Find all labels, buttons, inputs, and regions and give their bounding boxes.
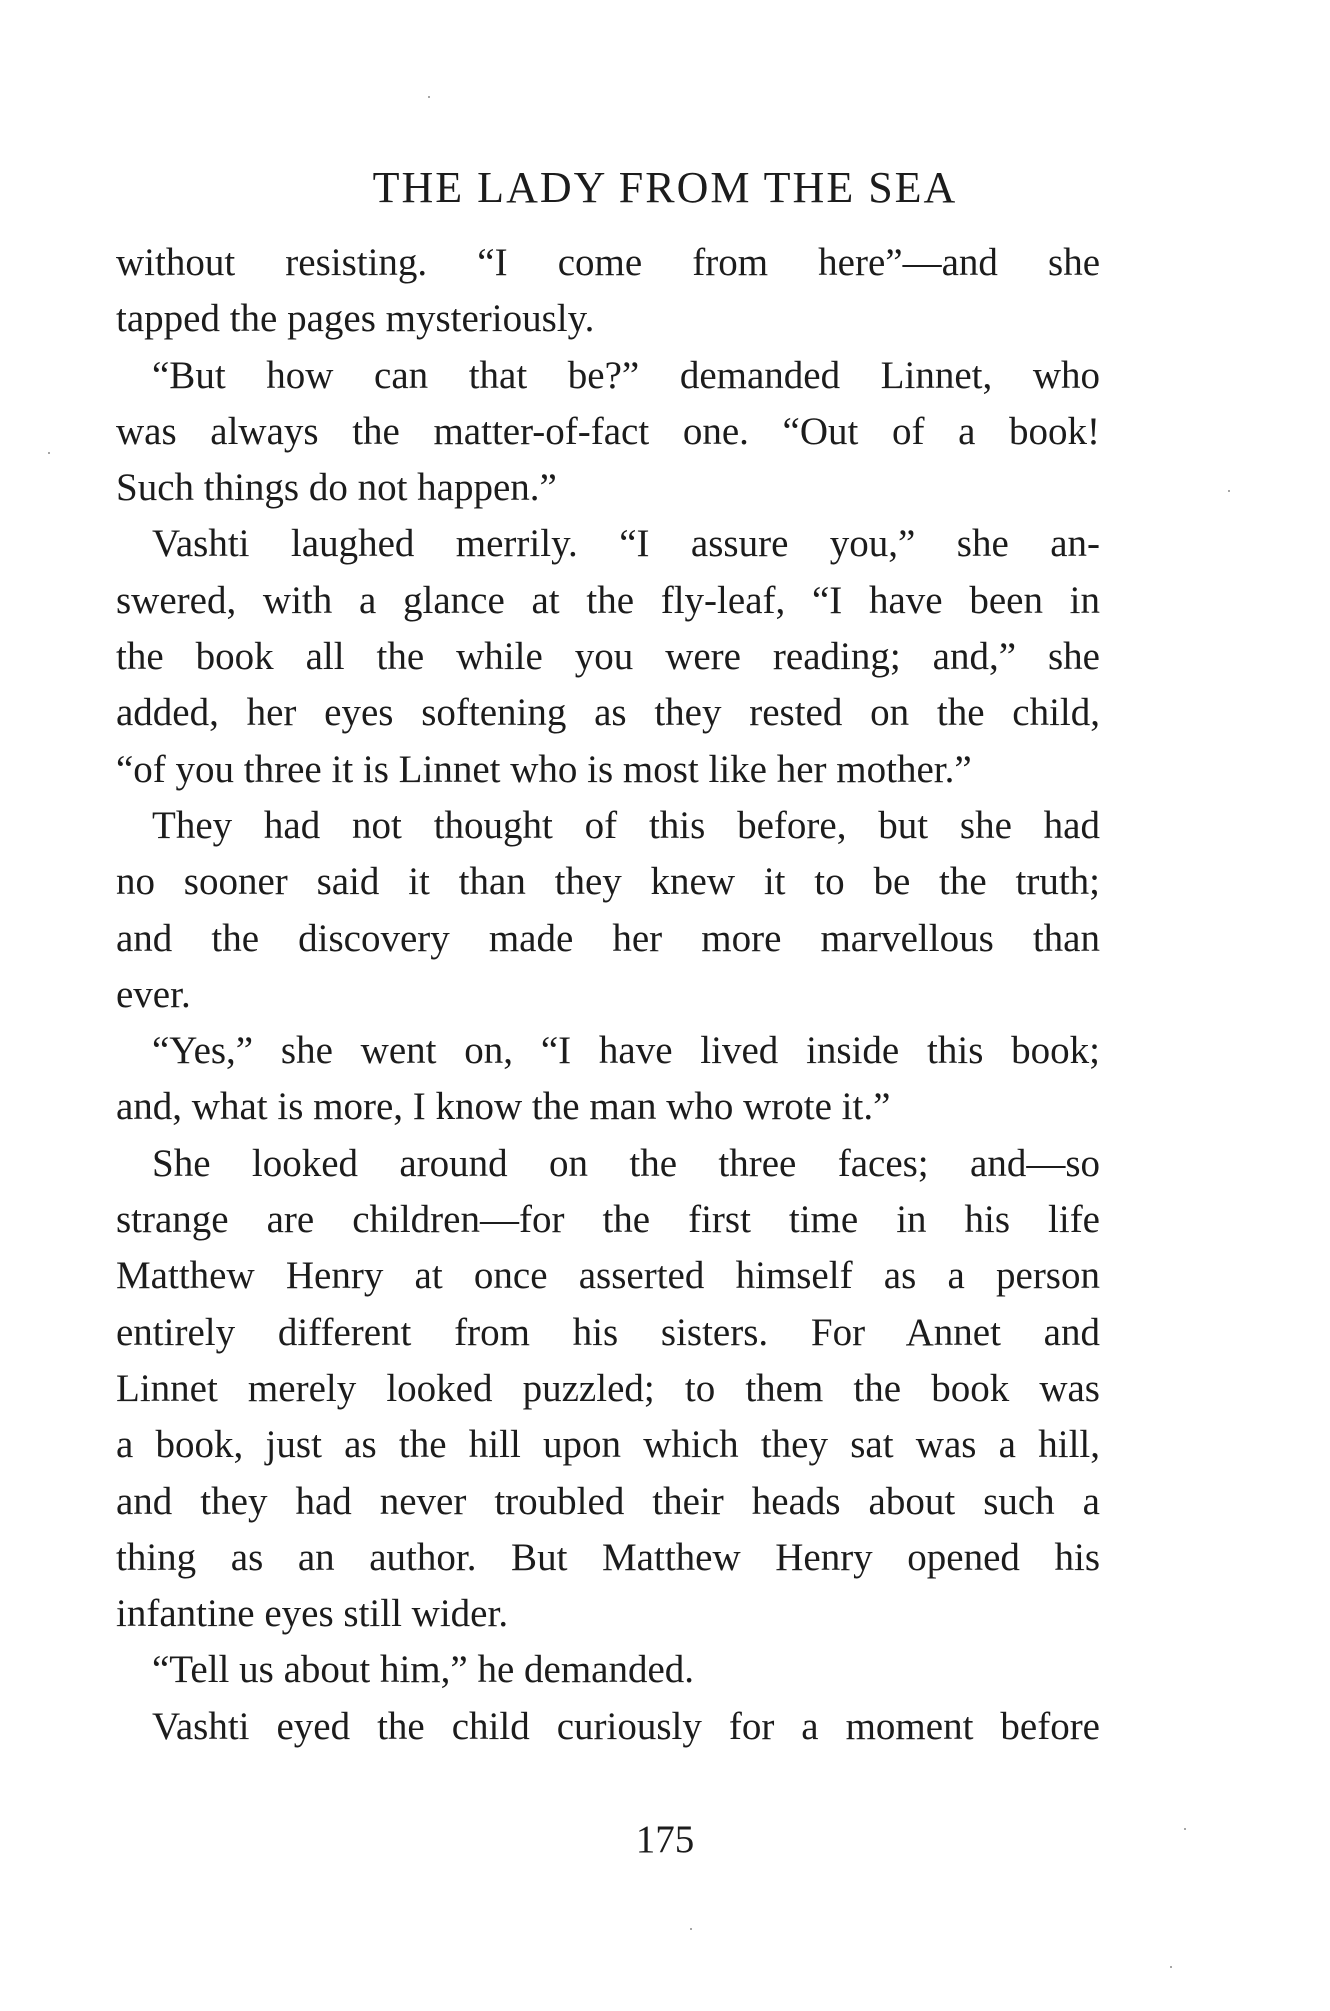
text-line: “But how can that be?” demanded Linnet, who	[152, 353, 1100, 397]
scan-speck	[1228, 490, 1230, 492]
scan-speck	[690, 1928, 692, 1930]
text-line: and, what is more, I know the man who wrote it.”	[116, 1085, 891, 1129]
text-line: no sooner said it than they knew it to be the truth;	[116, 860, 1100, 904]
text-line: infantine eyes still wider.	[116, 1592, 509, 1636]
text-line: and the discovery made her more marvellous than	[116, 916, 1100, 960]
text-line: She looked around on the three faces; and—so	[152, 1141, 1100, 1185]
text-line: thing as an author. But Matthew Henry opened his	[116, 1535, 1100, 1579]
text-line: Vashti laughed merrily. “I assure you,” she an-	[152, 522, 1100, 566]
text-line: “of you three it is Linnet who is most like her mother.”	[116, 747, 972, 791]
running-head: THE LADY FROM THE SEA	[372, 163, 958, 212]
text-line: tapped the pages mysteriously.	[116, 297, 595, 341]
text-line: They had not thought of this before, but she had	[152, 803, 1100, 847]
body-text	[116, 235, 1100, 1755]
text-line: Vashti eyed the child curiously for a moment before	[152, 1704, 1100, 1748]
text-line: Linnet merely looked puzzled; to them the book was	[116, 1366, 1100, 1410]
text-line: ever.	[116, 972, 191, 1016]
text-line: was always the matter-of-fact one. “Out of a book!	[116, 409, 1100, 453]
text-line: a book, just as the hill upon which they sat was a hill,	[116, 1423, 1100, 1467]
scan-speck	[1170, 1966, 1172, 1968]
page-number: 175	[635, 1818, 695, 1861]
scan-speck	[428, 96, 430, 98]
text-line: Such things do not happen.”	[116, 466, 557, 510]
text-line: added, her eyes softening as they rested on the child,	[116, 691, 1100, 735]
text-line: strange are children—for the first time in his life	[116, 1198, 1100, 1242]
text-line: “Tell us about him,” he demanded.	[152, 1648, 695, 1692]
text-line: Matthew Henry at once asserted himself as a person	[116, 1254, 1100, 1298]
text-line: and they had never troubled their heads about such a	[116, 1479, 1100, 1523]
text-line: without resisting. “I come from here”—and she	[116, 241, 1100, 284]
scan-speck	[1184, 1828, 1186, 1830]
text-line: the book all the while you were reading; and,” she	[116, 635, 1100, 679]
text-line: “Yes,” she went on, “I have lived inside this book;	[152, 1029, 1100, 1073]
text-line: swered, with a glance at the fly-leaf, “I have been in	[116, 578, 1100, 622]
text-line: entirely different from his sisters. For Annet and	[116, 1310, 1100, 1354]
scan-speck	[48, 452, 50, 454]
